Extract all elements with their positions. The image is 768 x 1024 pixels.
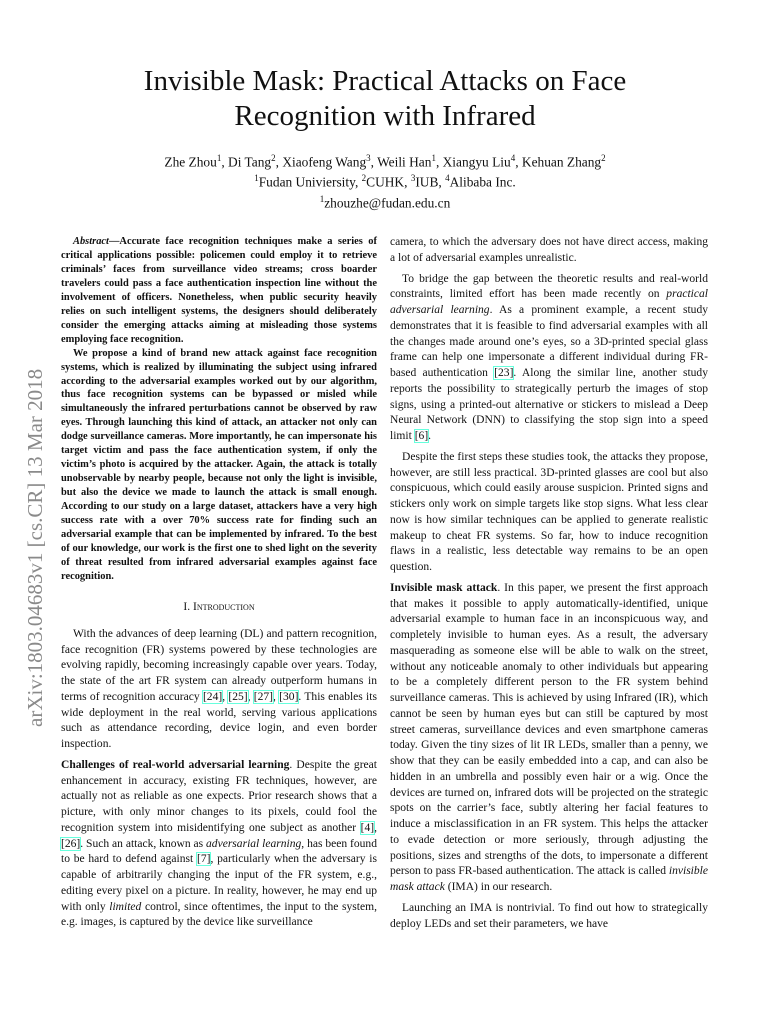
abstract-text: —Accurate face recognition techniques make a series of critical applications possible: policemen could employ it to retrieve criminals’ faces from surveillance video streams; cross boarder travelers could pass a face authentication inspection line without the involvement of officers. Nonetheless, when public security heavily relies on such intelligent systems, the designers should deliberately consider the emerging attacks aiming at misleading those systems employing face recognition.: [61, 236, 377, 345]
author-name: Xiaofeng Wang: [282, 154, 367, 170]
body-paragraph: With the advances of deep learning (DL) and pattern recognition, face recognition (FR) systems powered by these technologies are evolving rapidly, becoming increasingly capable over years. Today, the state of the art FR system can already outperform humans in terms of recognition accuracy [24], [25], [27], [30]. This enables its wide deployment in the real world, serving various applications such as attendance recording, device login, and even border inspection.: [61, 627, 377, 751]
affiliation-name: Fudan Univiersity: [258, 174, 355, 190]
citation-link[interactable]: [27]: [253, 690, 274, 703]
body-paragraph: [390, 581, 708, 896]
author-affiliation-mark: 2: [601, 153, 606, 163]
author-affiliation-mark: 4: [510, 153, 516, 163]
body-text: With the advances of deep learning (DL) and pattern recognition, face recognition (FR) systems powered by these technologies are evolving rapidly, becoming increasingly capable over years. Today, the state of the art FR system can already outperform humans in terms of recognition accuracy: [61, 627, 377, 703]
body-text: . Despite the great enhancement in accuracy, existing FR techniques, however, are actually not as reliable as one expects. Prior research shows that a picture, with only minor changes to its pixels, could fool the recognition system into misidentifying one subject as another: [61, 758, 377, 834]
affiliation-mark: 2: [361, 173, 367, 184]
left-column: [61, 235, 377, 931]
body-text: control, since oftentimes, the input to the system, e.g. images, is captured by the device like surveillance: [61, 900, 377, 929]
run-in-heading: Invisible mask attack: [390, 581, 498, 594]
citation-link[interactable]: [25]: [228, 690, 248, 703]
right-column: [390, 235, 708, 932]
affiliation-mark: 1: [254, 173, 259, 184]
body-paragraph: Launching an IMA is nontrivial. To find out how to strategically deploy LEDs and set their parameters, we have: [390, 901, 708, 930]
emphasis-text: practical adversarial learning: [390, 288, 708, 316]
affiliation-name: IUB: [415, 174, 439, 190]
body-paragraph: [390, 272, 708, 445]
body-text: . Such an attack, known as: [80, 837, 207, 850]
affiliation-mark: 3: [410, 173, 416, 184]
run-in-heading: Challenges of real-world adversarial learning: [61, 758, 290, 771]
author-name: Di Tang: [228, 154, 272, 170]
body-text: , particularly when the adversary is capable of arbitrarily changing the input of the FR system, e.g., editing every pixel on a picture. In reality, however, he may end up with only: [61, 853, 377, 913]
citation-link[interactable]: [6]: [414, 430, 429, 442]
author-affiliation-mark: 2: [271, 153, 276, 163]
abstract-paragraph: We propose a kind of brand new attack against face recognition systems, which is realized by illuminating the subject using infrared according to the adversarial examples worked out by our algorithm, thus face recognition systems can be bypassed or misled while simultaneously the infrared perturbations cannot be observed by raw eyes. Through launching this kind of attack, an attacker not only can dodge surveillance cameras. More importantly, he can impersonate his target victim and pass the face authentication system, if only the victim’s photo is acquired by the attacker. Again, the attack is totally unobservable by nearby people, because not only the light is invisible, but also the device we made to launch the attack is small enough. According to our study on a large dataset, attackers have a very high success rate with a over 70% success rate for finding such an adversarial example that can be implemented by infrared. To the best of our knowledge, our work is the first one to shed light on the severity of threat resulted from infrared adversarial examples against face recognition.: [61, 347, 377, 582]
citation-link[interactable]: [26]: [61, 837, 81, 850]
author-name: Kehuan Zhang: [521, 154, 602, 170]
section-heading: I. Introduction: [183, 600, 255, 613]
body-text: . As a prominent example, a recent study demonstrates that it is feasible to find adversarial examples with all the changes made around one’s eyes, so a 3D-printed special glass frame can help one impersonate a different individual during FR-based authentication: [390, 304, 708, 379]
citation-link[interactable]: [4]: [360, 821, 375, 834]
body-text: . This enables its wide deployment in the real world, serving various applications such as attendance recording, device login, and even border inspection.: [61, 690, 377, 751]
author-affiliation-mark: 3: [366, 153, 371, 163]
citation-link[interactable]: [7]: [196, 853, 211, 866]
author-email[interactable]: zhouzhe@fudan.edu.cn: [324, 195, 451, 211]
body-text: . Along the similar line, another study reports the possibility to strategically perturb the images of stop signs, using a printed-out alternative or stickers to mislead a Deep Neural Network (DNN) to classifying the stop sign into a speed limit: [390, 367, 708, 442]
citation-link[interactable]: [23]: [494, 367, 514, 379]
body-paragraph: Despite the first steps these studies took, the attacks they propose, however, are still less practical. 3D-printed glasses are cool but also conspicuous, which could easily arouse suspicion. Printed signs and stickers only work on simple targets like stop signs. What less clear now is how similar techniques can be applied to generate realistic makeup to cheat FR systems. So far, how to induce recognition flaws in a realistic, less detectable way remains to be an open question.: [390, 450, 708, 573]
emphasis-text: limited: [109, 900, 142, 913]
body-text: To bridge the gap between the theoretic results and real-world constraints, limited effort has been made recently on: [390, 272, 708, 301]
abstract: [61, 235, 377, 584]
affiliation-list: $^1$Fudan Univiersity, $^2$CUHK, $^3$IUB, $^4$Alibaba Inc.: [254, 173, 516, 190]
affiliation-name: Alibaba Inc.: [449, 174, 516, 190]
body-paragraph: camera, to which the adversary does not have direct access, making a lot of adversarial examples unrealistic.: [390, 236, 708, 264]
author-name: Zhe Zhou: [164, 154, 217, 170]
abstract-paragraph: [61, 235, 377, 347]
body-text: . In this paper, we present the first approach that makes it possible to apply automatically-identified, unique adversarial example to human face in an inconspicuous way, and completely invisible to human eyes. As a result, the adversary masquerading as someone else will be able to walk on the street, without any noticeable anomaly to other individuals but appearing to be a completely different person to the FR system behind surveillance cameras. This is achieved by using Infrared (IR), which cannot be seen by human eyes but can still be captured by most street cameras, surveillance devices and even smartphone cameras today. Given the tiny sizes of lit IR LEDs, smaller than a penny, we show that they can be easily embedded into a cap, and can also be hidden in an umbrella and possibly even hair or a wig. Once the devices are turned on, infrared dots will be projected on the strategic spots on the carrier’s face, subtly altering her facial features to induce a misclassification in an FR system. This helps the attacker to evade detection or more seriously, through adjusting the positions, sizes and strengths of the dots, to impersonate a different person to pass FR-based authentication. The attack is called: [390, 581, 708, 878]
affiliation-name: CUHK: [366, 174, 405, 190]
email-line: [60, 191, 710, 211]
emphasis-text: invisible mask attack: [390, 865, 708, 893]
author-list: Zhe Zhou$^1$, Di Tang$^2$, Xiaofeng Wang$^3$, Weili Han$^1$, Xiangyu Liu$^4$, Kehuan Zhang$^2$: [164, 153, 606, 170]
body-text: , has been found to be hard to defend against: [61, 837, 377, 866]
citation-link[interactable]: [24]: [202, 690, 223, 703]
emphasis-text: adversarial learning: [206, 837, 302, 850]
author-name: Xiangyu Liu: [442, 154, 511, 170]
author-block: [60, 150, 710, 211]
author-affiliation-mark: 1: [431, 153, 436, 163]
abstract-label: Abstract: [73, 236, 109, 247]
paper-title: Invisible Mask: Practical Attacks on Face Recognition with Infrared: [143, 65, 627, 132]
body-paragraph: Challenges of real-world adversarial learning. Despite the great enhancement in accuracy, existing FR techniques, however, are actually not as reliable as one expects. Prior research shows that a picture, with only minor changes to its pixels, could fool the recognition system into misidentifying one subject as another [4], [26]. Such an attack, known as adversarial learning, has been found to be hard to defend against [7], particularly when the adversary is capable of arbitrarily changing the input of the FR system, e.g., editing every pixel on a picture. In reality, however, he may end up with only limited control, since oftentimes, the input to the system, e.g. images, is captured by the device like surveillance: [61, 758, 377, 929]
email-affiliation-mark: 1: [319, 193, 325, 204]
arxiv-identifier-stamp: arXiv:1803.04683v1 [cs.CR] 13 Mar 2018: [23, 368, 47, 727]
author-name: Weili Han: [377, 154, 432, 170]
citation-link[interactable]: [30]: [279, 690, 299, 703]
author-affiliation-mark: 1: [216, 153, 222, 163]
body-text: .: [428, 430, 432, 442]
affiliation-mark: 4: [445, 173, 450, 184]
body-text: (IMA) in our research.: [444, 881, 553, 893]
